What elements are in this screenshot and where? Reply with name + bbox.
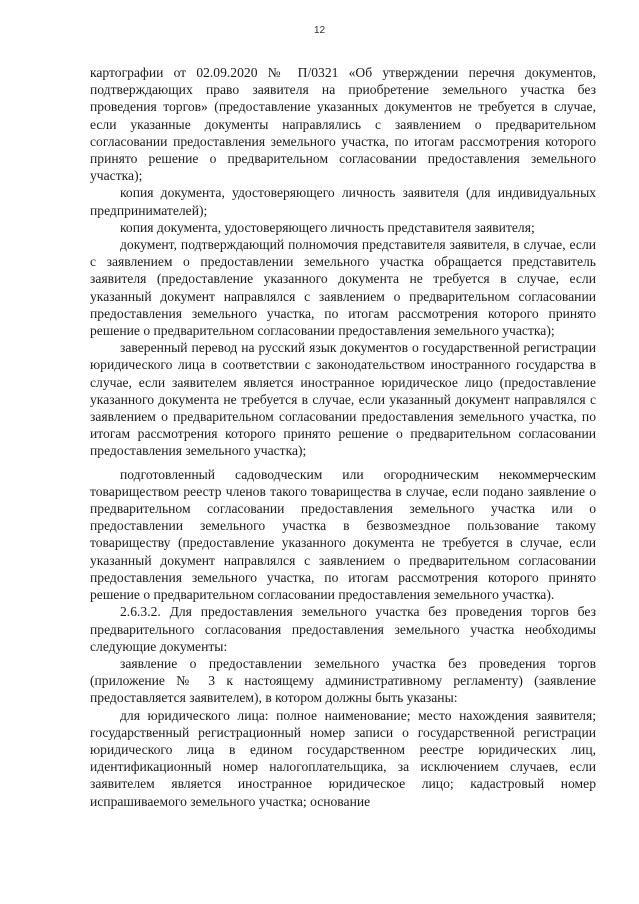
paragraph-6: подготовленный садоводческим или огородническим некоммерческим товариществом реестр членов такого товарищества в случае, если подано заявление о предварительном согласовании предоставления земельного участка или о предоставлении земельного участка в безвозмездное пользование такому товариществу (предоставление указанного документа не требуется в случае, если указанный документ направлялся с заявлением о предварительном согласовании предоставления земельного участка, по итогам рассмотрения которого принято решение о предварительном согласовании предоставления земельного участка). bbox=[90, 466, 596, 603]
paragraph-2: копия документа, удостоверяющего личность заявителя (для индивидуальных предпринимателей); bbox=[90, 185, 596, 218]
paragraph-7: 2.6.3.2. Для предоставления земельного участка без проведения торгов без предварительного согласования предоставления земельного участка необходимы следующие документы: bbox=[90, 604, 596, 654]
paragraph-8: заявление о предоставлении земельного участка без проведения торгов (приложение № 3 к настоящему административному регламенту) (заявление предоставляется заявителем), в котором должны быть указаны: bbox=[90, 655, 596, 706]
paragraph-3: копия документа, удостоверяющего личность представителя заявителя; bbox=[120, 219, 535, 235]
page-number: 12 bbox=[313, 25, 326, 36]
paragraph-5: заверенный перевод на русский язык документов о государственной регистрации юридического лица в соответствии с законодательством иностранного государства в случае, если заявителем является иностранное юридическое лицо (предоставление указанного документа не требуется в случае, если указанный документ направлялся с заявлением о предварительном согласовании предоставления земельного участка, по итогам рассмотрения которого принято решение о предварительном согласовании предоставления земельного участка); bbox=[90, 340, 596, 459]
paragraph-9: для юридического лица: полное наименование; место нахождения заявителя; государственный регистрационный номер записи о государственной регистрации юридического лица в едином государственном реестре юридических лиц, идентификационный номер налогоплательщика, за исключением случаев, если заявителем является иностранное юридическое лицо; кадастровый номер испрашиваемого земельного участка; основание bbox=[90, 707, 596, 809]
paragraph-1: картографии от 02.09.2020 № П/0321 «Об утверждении перечня документов, подтверждающих право заявителя на приобретение земельного участка без проведения торгов» (предоставление указанных документов не требуется в случае, если указанные документы направлялись с заявлением о предварительном согласовании предоставления земельного участка, по итогам рассмотрения которого принято решение о предварительном согласовании предоставления земельного участка); bbox=[90, 65, 596, 184]
paragraph-4: документ, подтверждающий полномочия представителя заявителя, в случае, если с заявлением о предоставлении земельного участка обращается представитель заявителя (предоставление указанного документа не требуется в случае, если указанный документ направлялся с заявлением о предварительном согласовании предоставления земельного участка, по итогам рассмотрения которого принято решение о предварительном согласовании предоставления земельного участка); bbox=[90, 237, 596, 339]
document-body bbox=[90, 64, 596, 810]
